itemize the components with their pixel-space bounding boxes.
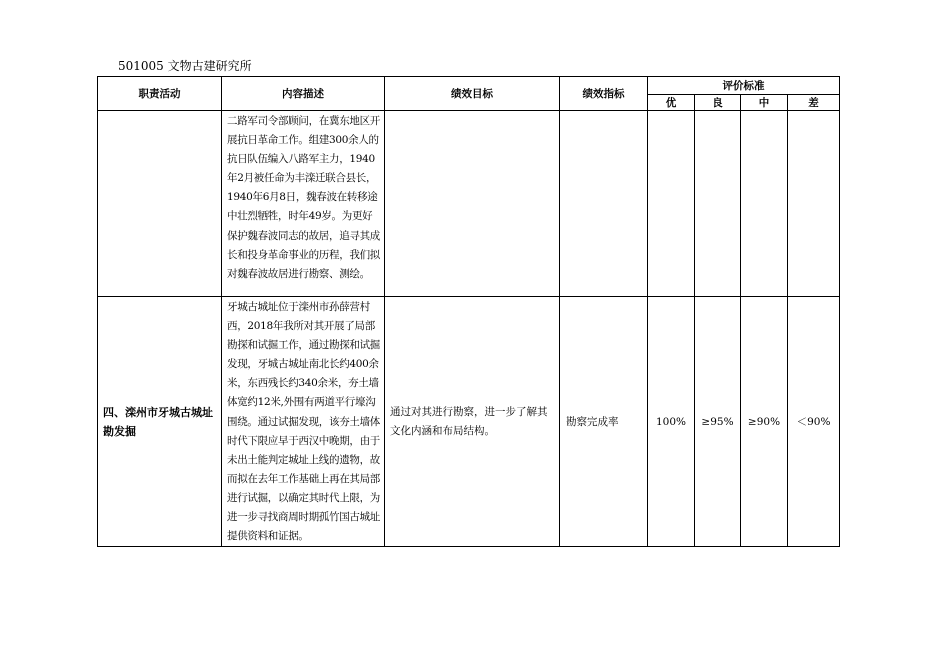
header-level-good: 良 bbox=[695, 95, 741, 111]
header-level-excellent: 优 bbox=[648, 95, 695, 111]
level-excellent-cell bbox=[648, 111, 695, 297]
activity-cell: 四、滦州市牙城古城址勘发掘 bbox=[98, 297, 222, 547]
table-row bbox=[98, 111, 840, 297]
level-good-cell bbox=[695, 111, 741, 297]
header-content: 内容描述 bbox=[222, 77, 385, 111]
level-fair-cell bbox=[741, 111, 788, 297]
table-row bbox=[98, 297, 840, 547]
header-standard: 评价标准 bbox=[648, 77, 840, 95]
header-level-poor: 差 bbox=[788, 95, 840, 111]
header-level-fair: 中 bbox=[741, 95, 788, 111]
header-activity: 职责活动 bbox=[98, 77, 222, 111]
content-cell: 牙城古城址位于滦州市孙薛营村西，2018年我所对其开展了局部勘探和试掘工作，通过勘探和试掘发现，牙城古城址南北长约400余米，东西残长约340余米，夯土墙体宽约12米,外围有两道平行壕沟围绕。通过试掘发现，该夯土墙体时代下限应早于西汉中晚期，由于未出土能判定城址上线的遗物，故而拟在去年工作基础上再在其局部进行试掘，以确定其时代上限，为进一步寻找商周时期孤竹国古城址提供资料和证据。 bbox=[222, 297, 385, 547]
level-poor-cell: ＜90% bbox=[788, 297, 840, 547]
header-row bbox=[98, 77, 840, 95]
activity-cell bbox=[98, 111, 222, 297]
level-excellent-cell: 100% bbox=[648, 297, 695, 547]
level-poor-cell bbox=[788, 111, 840, 297]
header-goal: 绩效目标 bbox=[385, 77, 560, 111]
goal-cell: 通过对其进行勘察，进一步了解其文化内涵和布局结构。 bbox=[385, 297, 560, 547]
level-good-cell: ≥95% bbox=[695, 297, 741, 547]
performance-table bbox=[97, 76, 840, 547]
indicator-cell: 勘察完成率 bbox=[560, 297, 648, 547]
goal-cell bbox=[385, 111, 560, 297]
content-cell: 二路军司令部顾问，在冀东地区开展抗日革命工作。组建300余人的抗日队伍编入八路军主力，1940年2月被任命为丰滦迁联合县长，1940年6月8日，魏春波在转移途中壮烈牺牲，时年49岁。为更好保护魏春波同志的故居，追寻其成长和投身革命事业的历程，我们拟对魏春波故居进行勘察、测绘。 bbox=[222, 111, 385, 297]
page-title: 501005 文物古建研究所 bbox=[118, 59, 252, 73]
indicator-cell bbox=[560, 111, 648, 297]
level-fair-cell: ≥90% bbox=[741, 297, 788, 547]
header-indicator: 绩效指标 bbox=[560, 77, 648, 111]
